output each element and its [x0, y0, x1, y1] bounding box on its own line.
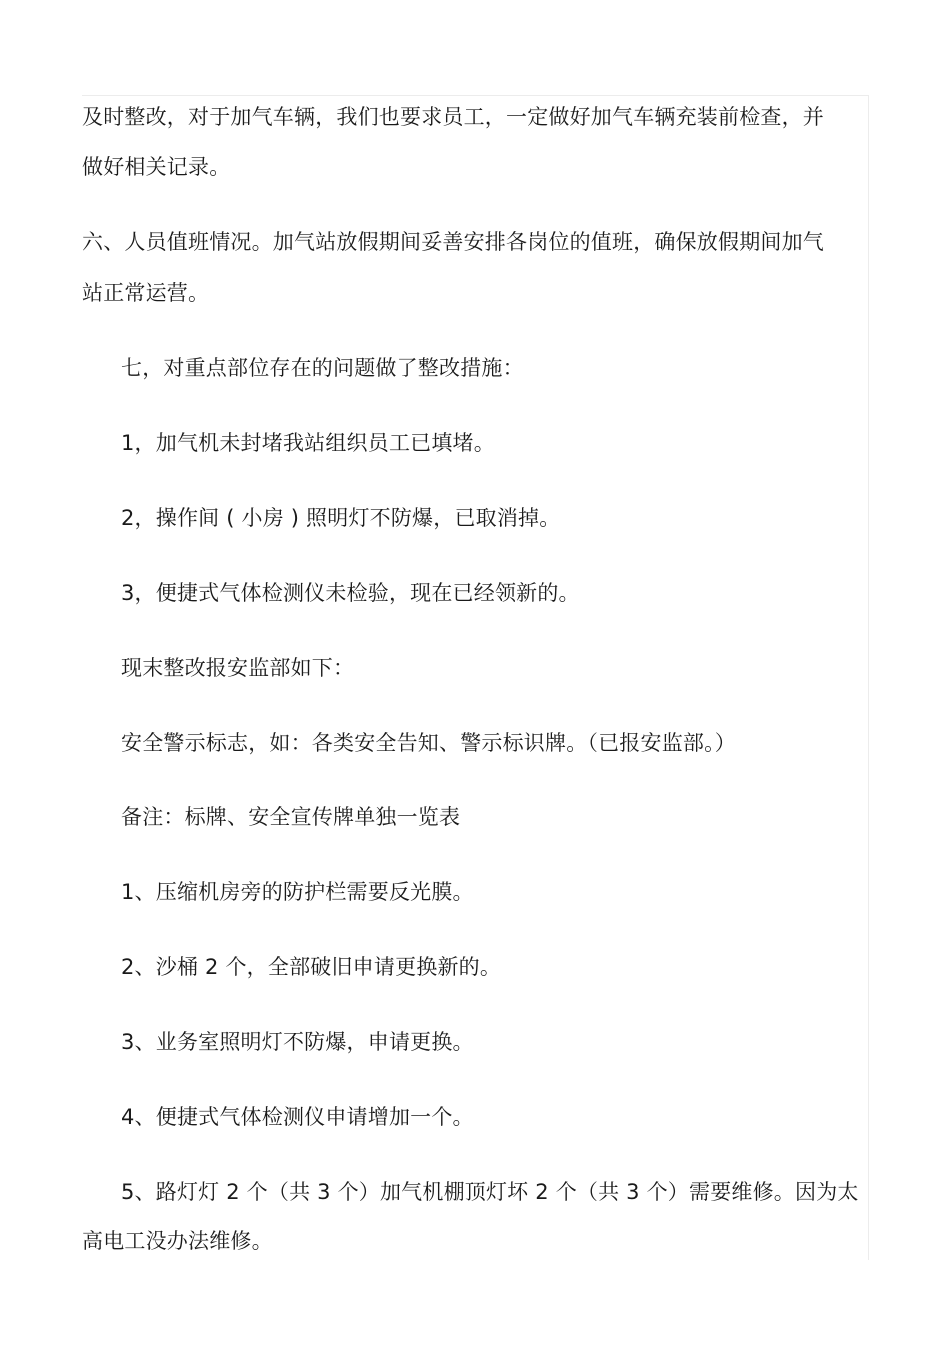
rectified-item-3: 3，便捷式气体检测仪未检验，现在已经领新的。: [121, 581, 580, 605]
rectified-item-1: 1，加气机未封堵我站组织员工已填堵。: [121, 431, 495, 455]
section-seven-heading: 七，对重点部位存在的问题做了整改措施：: [121, 356, 524, 380]
rectified-item-2: 2，操作间 ( 小房 ) 照明灯不防爆，已取消掉。: [121, 506, 561, 530]
pending-item-2: 2、沙桶 2 个，全部破旧申请更换新的。: [121, 955, 502, 979]
page-frame-top-border: [82, 95, 869, 96]
pending-item-3: 3、业务室照明灯不防爆，申请更换。: [121, 1030, 474, 1054]
pending-report-heading: 现末整改报安监部如下：: [121, 656, 355, 680]
pending-item-5-line-1: 5、路灯灯 2 个（共 3 个）加气机棚顶灯坏 2 个（共 3 个）需要维修。因为太: [121, 1180, 859, 1204]
page-frame-right-border: [868, 95, 869, 1260]
pending-item-4: 4、便捷式气体检测仪申请增加一个。: [121, 1105, 474, 1129]
section-six-line-1: 六、人员值班情况。加气站放假期间妥善安排各岗位的值班，确保放假期间加气: [82, 230, 824, 254]
section-six-line-2: 站正常运营。: [82, 281, 210, 305]
paragraph-line-2: 做好相关记录。: [82, 155, 231, 179]
safety-signs-line: 安全警示标志，如：各类安全告知、警示标识牌。（已报安监部。）: [121, 731, 736, 755]
remark-line: 备注：标牌、安全宣传牌单独一览表: [121, 805, 461, 829]
paragraph-line-1: 及时整改，对于加气车辆，我们也要求员工，一定做好加气车辆充装前检查，并: [82, 105, 824, 129]
pending-item-5-line-2: 高电工没办法维修。: [82, 1229, 273, 1253]
pending-item-1: 1、压缩机房旁的防护栏需要反光膜。: [121, 880, 474, 904]
